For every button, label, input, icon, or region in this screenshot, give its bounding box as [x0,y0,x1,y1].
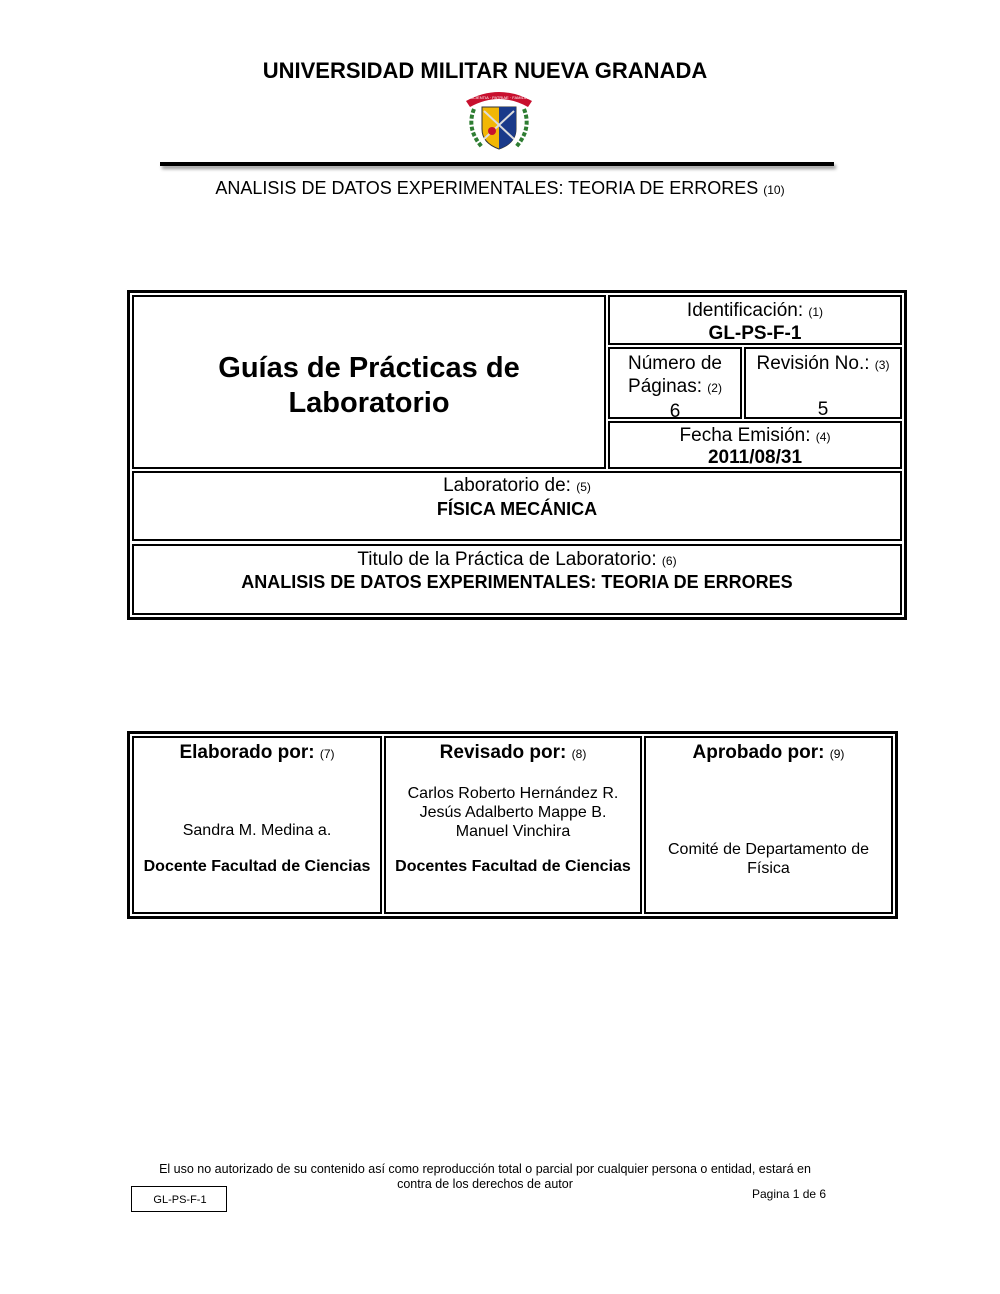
header-divider [160,162,834,166]
subtitle-ref: (10) [763,183,785,197]
approval-table [127,731,898,919]
identificacion-ref: (1) [808,305,824,319]
practica-label: Titulo de la Práctica de Laboratorio: [357,549,657,570]
paginas-ref: (2) [707,381,722,395]
practica-ref: (6) [661,554,677,568]
aprobado-cell [644,736,893,914]
footer-code: GL-PS-F-1 [153,1194,207,1206]
revisado-label: Revisado por: [439,742,567,763]
document-subtitle [0,178,1000,199]
aprobado-label: Aprobado por: [692,742,825,763]
identificacion-value: GL-PS-F-1 [708,323,802,344]
fecha-ref: (4) [815,430,831,444]
practica-cell [132,544,902,615]
fecha-label: Fecha Emisión: [679,425,811,446]
document-info-table [127,290,907,620]
practica-value: ANALISIS DE DATOS EXPERIMENTALES: TEORIA DE ERRORES [241,572,793,592]
elaborado-cell [132,736,382,914]
revisado-ref: (8) [571,747,587,761]
aprobado-ref: (9) [829,747,845,761]
laboratorio-ref: (5) [576,480,591,494]
revisado-name: Manuel Vinchira [455,823,571,840]
revision-label: Revisión No.: [756,353,870,374]
copyright-notice-line2: contra de los derechos de autor [397,1177,573,1191]
paginas-cell [608,347,742,422]
page-number: Pagina 1 de 6 [752,1187,827,1201]
copyright-notice-line1: El uso no autorizado de su contenido así como reproducción total o parcial por cualquier persona o entidad, estará en [159,1162,811,1176]
revision-cell [744,347,902,419]
revisado-name: Carlos Roberto Hernández R. [407,785,619,802]
paginas-label-line1: Número de [628,353,722,374]
guide-title-line2: Laboratorio [288,387,450,419]
svg-text:SCIENTIA · PATRIAE · FAMILIA: SCIENTIA · PATRIAE · FAMILIA [470,95,528,100]
fecha-value: 2011/08/31 [707,447,803,468]
elaborado-label: Elaborado por: [179,742,315,763]
identificacion-cell [608,295,902,345]
guide-title-cell [132,295,606,469]
paginas-label-line2: Páginas: [628,376,702,397]
guide-title-line1: Guías de Prácticas de [218,352,520,384]
subtitle-text: ANALISIS DE DATOS EXPERIMENTALES: TEORIA DE ERRORES [215,178,759,198]
elaborado-ref: (7) [319,747,335,761]
footer-code-box [131,1186,227,1212]
fecha-cell [608,421,902,469]
laboratorio-cell [132,471,902,541]
university-title: UNIVERSIDAD MILITAR NUEVA GRANADA [262,58,708,83]
elaborado-name: Sandra M. Medina a. [182,822,332,839]
revisado-name: Jesús Adalberto Mappe B. [419,804,607,821]
university-crest-logo [460,85,538,155]
copyright-notice [140,1162,830,1192]
revision-value: 5 [817,399,829,420]
elaborado-role: Docente Facultad de Ciencias [143,858,371,875]
aprobado-line2: Física [747,860,790,877]
revisado-cell [384,736,642,914]
laboratorio-value: FÍSICA MECÁNICA [436,499,598,519]
revisado-role: Docentes Facultad de Ciencias [395,858,631,875]
aprobado-line1: Comité de Departamento de [668,841,869,858]
identificacion-label: Identificación: [686,300,804,321]
laboratorio-label: Laboratorio de: [443,475,571,496]
revision-ref: (3) [874,358,890,372]
paginas-value: 6 [669,401,681,422]
